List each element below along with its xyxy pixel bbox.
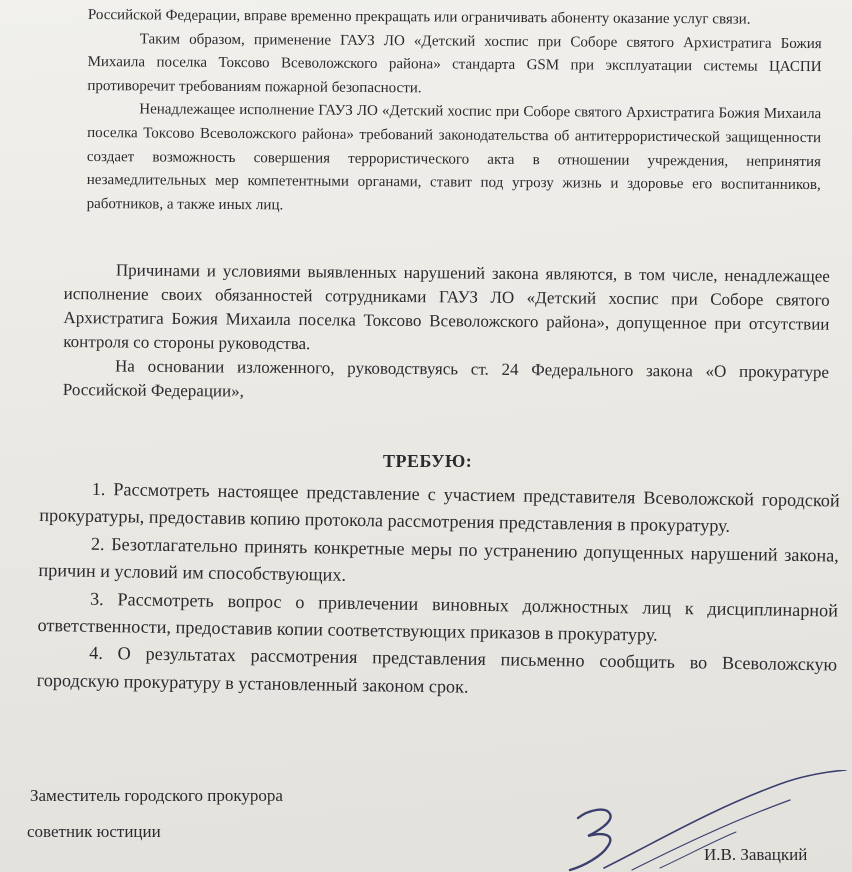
demand-item-2: 2. Безотлагательно принять конкретные меры по устранению допущенных нарушений закона, причин и условий им способствующих. bbox=[38, 533, 839, 586]
demand-item-1: 1. Рассмотреть настоящее представление с участием представителя Всеволожской городской прокуратуры, предоставив копию протокола рассмотрения представления в прокуратуру. bbox=[39, 478, 840, 537]
paragraph-continuation: Российской Федерации, вправе временно прекращать или ограничивать абоненту оказание услуг связи. bbox=[87, 6, 751, 28]
paragraph-gsm-conclusion: Таким образом, применение ГАУЗ ЛО «Детский хоспис при Соборе святого Архистратига Божия Михаила поселка Токсово Всеволожского района» стандарта GSM при эксплуатации системы ЦАСПИ противоречит требованиям пожарной безопасности. bbox=[87, 30, 822, 97]
demands-list bbox=[37, 475, 840, 707]
signer-name: И.В. Завацкий bbox=[704, 845, 808, 864]
paragraph-antiterror: Ненадлежащее исполнение ГАУЗ ЛО «Детский хоспис при Соборе святого Архистратига Божия Михаила поселка Токсово Всеволожского района» требований законодательства об антитеррористической защищенности создает возможность совершения террористического акта в отношении учреждения, непринятия незамедлительных мер компетентными органами, ставит под угрозу жизнь и здоровье его воспитанников, работников, а также иных лиц. bbox=[86, 101, 822, 214]
paragraph-legal-basis: На основании изложенного, руководствуясь ст. 24 Федерального закона «О прокуратуре Российской Федерации», bbox=[62, 356, 830, 401]
text-block-middle bbox=[63, 258, 830, 409]
demand-item-4: 4. О результатах рассмотрения представления письменно сообщить во Всеволожскую городскую прокуратуру в установленный законом срок. bbox=[36, 643, 838, 697]
signer-rank: советник юстиции bbox=[27, 822, 161, 841]
text-block-upper bbox=[87, 4, 822, 221]
paragraph-causes: Причинами и условиями выявленных нарушений закона являются, в том числе, ненадлежащее исполнение своих обязанностей сотрудниками ГАУЗ ЛО «Детский хоспис при Соборе святого Архистратига Божия Михаила поселка Токсово Всеволожского района», допущенное при отсутствии контроля со стороны руководства. bbox=[63, 260, 830, 354]
signer-position: Заместитель городского прокурора bbox=[30, 786, 283, 805]
demand-heading: ТРЕБУЮ: bbox=[383, 451, 473, 471]
demand-item-3: 3. Рассмотреть вопрос о привлечении виновных должностных лиц к дисциплинарной ответственности, предоставив копии соответствующих приказов в прокуратуру. bbox=[37, 588, 839, 645]
